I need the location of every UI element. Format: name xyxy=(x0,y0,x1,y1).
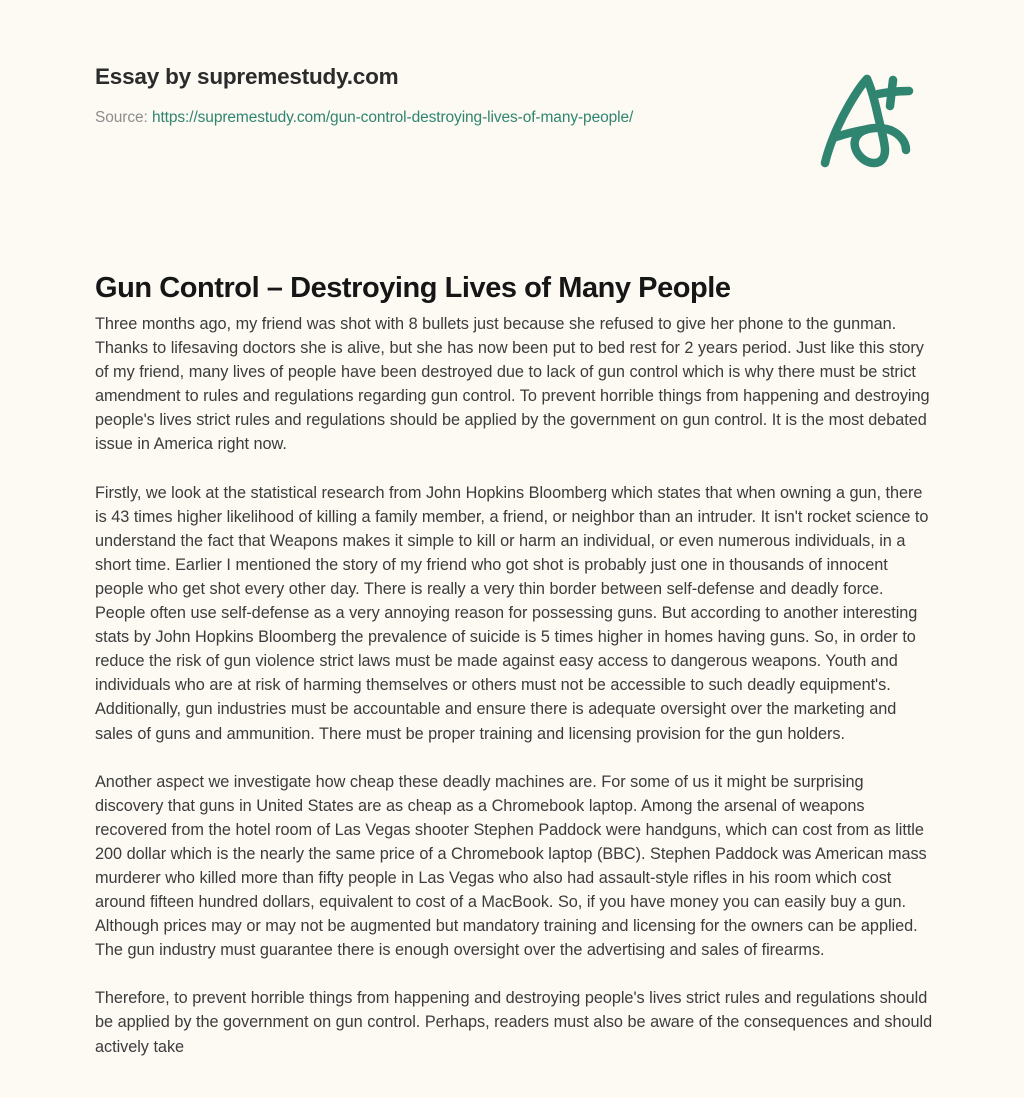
essay-attribution: Essay by supremestudy.com xyxy=(95,64,399,89)
page-title: Gun Control – Destroying Lives of Many People xyxy=(95,272,731,305)
paragraph: Firstly, we look at the statistical research from John Hopkins Bloomberg which states that when owning a gun, there is 43 times higher likelihood of killing a family member, a friend, or neighbor than an intruder. It isn't rocket science to understand the fact that Weapons makes it simple to kill or harm an individual, or even numerous individuals, in a short time. Earlier I mentioned the story of my friend who got shot is probably just one in thousands of innocent people who get shot every other day. There is really a very thin border between self-defense and deadly force. People often use self-defense as a very annoying reason for possessing guns. But according to another interesting stats by John Hopkins Bloomberg the prevalence of suicide is 5 times higher in homes having guns. So, in order to reduce the risk of gun violence strict laws must be made against easy access to dangerous weapons. Youth and individuals who are at risk of harming themselves or others must not be accessible to such deadly equipment's. Additionally, gun industries must be accountable and ensure there is adequate oversight over the marketing and sales of guns and ammunition. There must be proper training and licensing provision for the gun holders. xyxy=(95,483,929,743)
paragraph: Three months ago, my friend was shot with 8 bullets just because she refused to give her phone to the gunman. Thanks to lifesaving doctors she is alive, but she has now been put to bed rest for 2 years period. Just like this story of my friend, many lives of people have been destroyed due to lack of gun control which is why there must be strict amendment to rules and regulations regarding gun control. To prevent horrible things from happening and destroying people's lives strict rules and regulations should be applied by the government on gun control. It is the most debated issue in America right now. xyxy=(95,315,930,454)
source-line xyxy=(95,107,795,129)
article-body xyxy=(95,312,933,1059)
source-label: Source: xyxy=(95,109,148,126)
document-header xyxy=(95,62,795,129)
paragraph: Therefore, to prevent horrible things from happening and destroying people's lives strict rules and regulations should be applied by the government on gun control. Perhaps, readers must also be aware of the consequences and should actively take xyxy=(95,989,933,1056)
paragraph: Another aspect we investigate how cheap these deadly machines are. For some of us it might be surprising discovery that guns in United States are as cheap as a Chromebook laptop. Among the arsenal of weapons recovered from the hotel room of Las Vegas shooter Stephen Paddock were handguns, which can cost from as little 200 dollar which is the nearly the same price of a Chromebook laptop (BBC). Stephen Paddock was American mass murderer who killed more than fifty people in Las Vegas who also had assault-style rifles in his room which cost around fifteen hundred dollars, equivalent to cost of a MacBook. So, if you have money you can easily buy a gun. Although prices may or may not be augmented but mandatory training and licensing for the owners can be applied. The gun industry must guarantee there is enough oversight over the advertising and sales of firearms. xyxy=(95,772,927,960)
a-plus-logo xyxy=(812,66,930,170)
a-plus-logo-icon xyxy=(812,66,930,170)
source-url-link[interactable]: https://supremestudy.com/gun-control-destroying-lives-of-many-people/ xyxy=(151,109,634,126)
